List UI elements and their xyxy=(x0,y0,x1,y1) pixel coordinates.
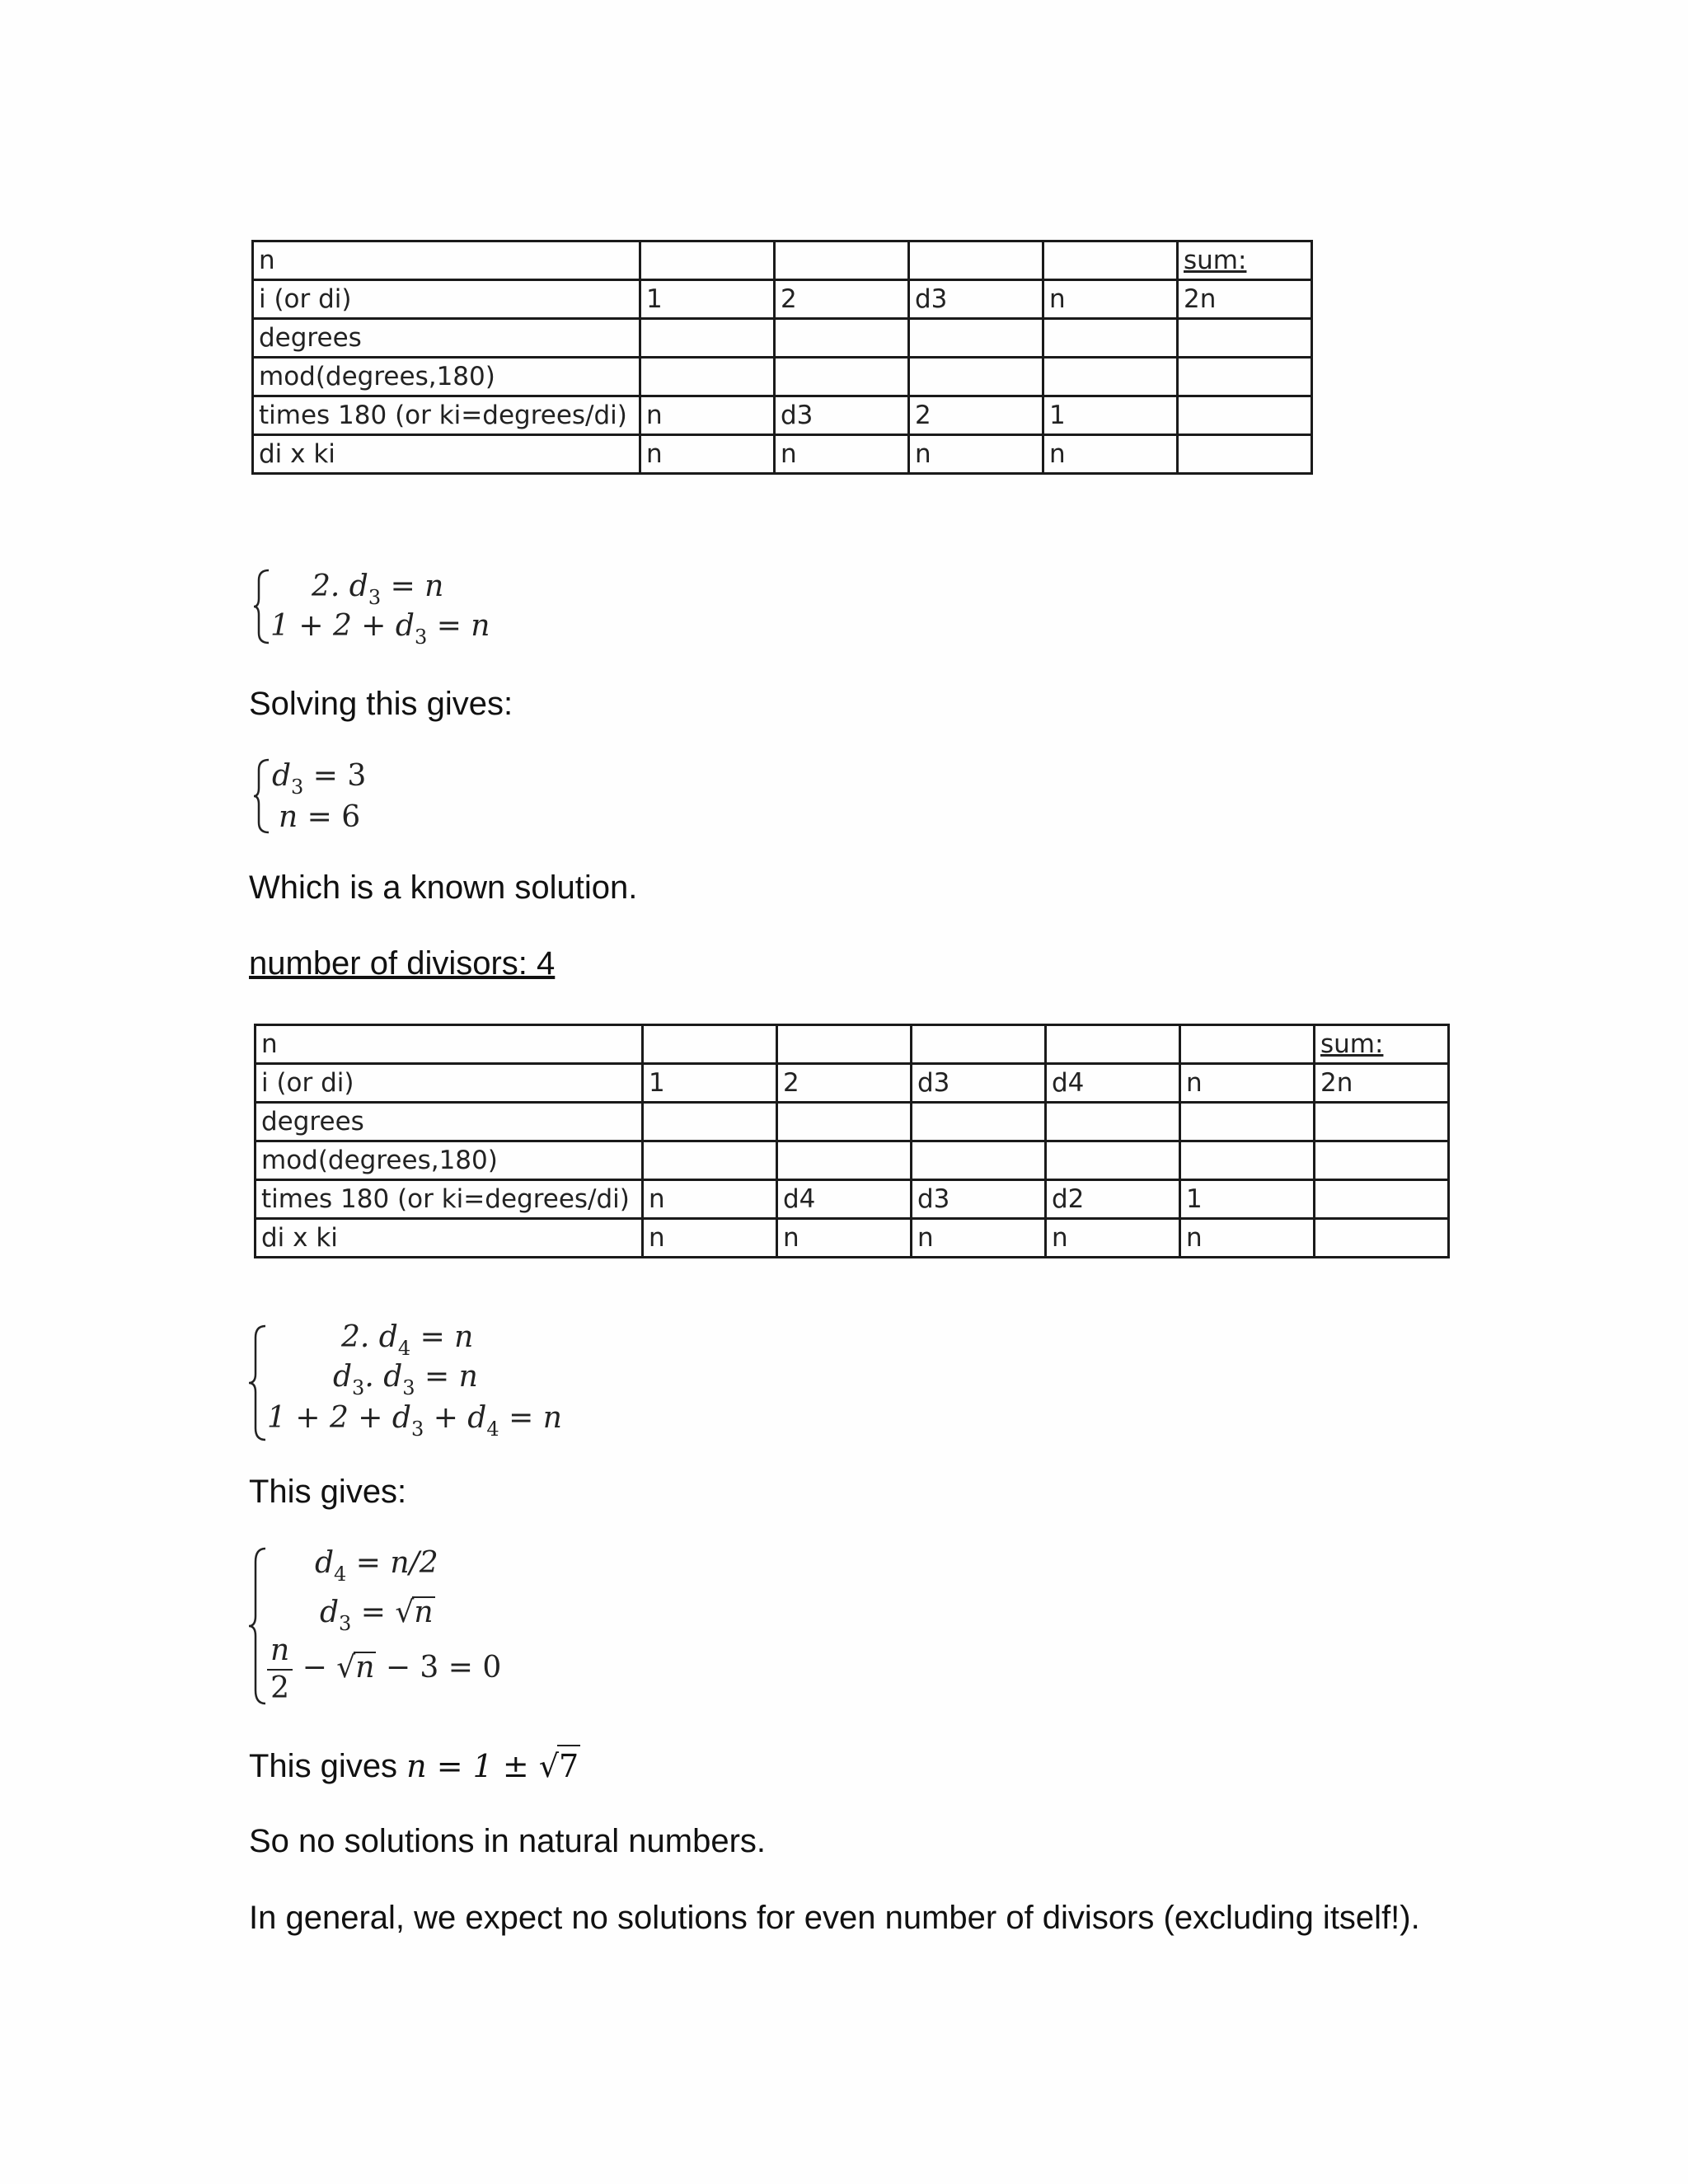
table-row xyxy=(253,280,1312,319)
table-cell: n xyxy=(643,1180,777,1219)
table-cell: n xyxy=(640,435,775,474)
table-cell: 2n xyxy=(1315,1064,1449,1103)
row-label-cell: times 180 (or ki=degrees/di) xyxy=(256,1180,643,1219)
table-cell xyxy=(775,241,909,280)
table-cell xyxy=(777,1103,912,1141)
left-brace-icon xyxy=(252,567,270,646)
table-cell: 2 xyxy=(775,280,909,319)
table-cell: sum: xyxy=(1315,1025,1449,1064)
left-brace-icon xyxy=(247,1323,267,1443)
table-cell xyxy=(1046,1141,1180,1180)
table-cell: n xyxy=(777,1219,912,1258)
system3-row1: $d_4 = n/2$ xyxy=(315,1546,438,1586)
row-label-cell: n xyxy=(253,241,640,280)
table-cell: n xyxy=(1046,1219,1180,1258)
table-cell: d3 xyxy=(912,1180,1046,1219)
table-cell xyxy=(643,1103,777,1141)
section-heading-divisors-4: number of divisors: 4 xyxy=(249,945,556,982)
table-row xyxy=(256,1180,1449,1219)
table-cell: d3 xyxy=(909,280,1043,319)
table-cell xyxy=(775,319,909,358)
table-cell xyxy=(909,319,1043,358)
equation-system-3 xyxy=(247,1545,544,1710)
table-cell xyxy=(640,319,775,358)
text-gives-n: This gives n = 1 ± √7 xyxy=(249,1745,580,1786)
row-label-cell: degrees xyxy=(256,1103,643,1141)
fraction-n-over-2: $\frac{n}{2}$ xyxy=(267,1636,293,1704)
table-cell: d4 xyxy=(1046,1064,1180,1103)
row-label-cell: times 180 (or ki=degrees/di) xyxy=(253,396,640,435)
table-cell xyxy=(1178,319,1312,358)
solution1-row1: $d_3 = 3$ xyxy=(272,759,367,799)
table-cell: 1 xyxy=(643,1064,777,1103)
table-row xyxy=(253,358,1312,396)
equation-system-2 xyxy=(247,1320,577,1446)
row-label-cell: degrees xyxy=(253,319,640,358)
table-cell: n xyxy=(909,435,1043,474)
table-row xyxy=(256,1064,1449,1103)
table-cell xyxy=(1043,358,1178,396)
table-cell xyxy=(1315,1219,1449,1258)
row-label-cell: di x ki xyxy=(253,435,640,474)
table-cell: 1 xyxy=(1043,396,1178,435)
table-cell: n xyxy=(1180,1219,1315,1258)
text-this-gives: This gives: xyxy=(249,1474,407,1510)
table-cell xyxy=(1315,1180,1449,1219)
table-cell xyxy=(909,241,1043,280)
divisor-table-3 xyxy=(251,240,1313,475)
system3-row3: $\frac{n}{2}$ − √n − 3 = 0 xyxy=(267,1636,501,1704)
table-cell xyxy=(912,1103,1046,1141)
table-cell xyxy=(640,358,775,396)
system1-row2: $1 + 2 + d_3 = n$ xyxy=(270,609,490,649)
table-cell xyxy=(912,1141,1046,1180)
row-label-cell: i (or di) xyxy=(256,1064,643,1103)
table-cell: n xyxy=(1043,435,1178,474)
table-cell: 2 xyxy=(777,1064,912,1103)
table-cell xyxy=(1180,1141,1315,1180)
table-cell xyxy=(1043,241,1178,280)
text-solving: Solving this gives: xyxy=(249,686,513,722)
table-cell: n xyxy=(640,396,775,435)
row-label-cell: i (or di) xyxy=(253,280,640,319)
row-label-cell: mod(degrees,180) xyxy=(256,1141,643,1180)
text-no-solutions: So no solutions in natural numbers. xyxy=(249,1823,767,1859)
system3-row2: $d_3 = √n$ xyxy=(320,1596,434,1635)
text-known-solution: Which is a known solution. xyxy=(249,869,638,906)
table-cell: 1 xyxy=(1180,1180,1315,1219)
table-cell xyxy=(1178,358,1312,396)
text-general-conclusion: In general, we expect no solutions for even number of divisors (excluding itself!). xyxy=(249,1900,1420,1936)
table-cell: n xyxy=(912,1219,1046,1258)
divisor-table-4 xyxy=(254,1024,1450,1258)
solution-system-1 xyxy=(252,757,417,839)
table-cell xyxy=(643,1141,777,1180)
table-cell: 2n xyxy=(1178,280,1312,319)
table-cell xyxy=(775,358,909,396)
table-cell: n xyxy=(643,1219,777,1258)
table-row xyxy=(256,1219,1449,1258)
equation-system-1 xyxy=(252,567,516,649)
row-label-cell: n xyxy=(256,1025,643,1064)
table-cell xyxy=(640,241,775,280)
table-cell xyxy=(777,1025,912,1064)
system2-row1: 2. $d_4 = n$ xyxy=(341,1320,474,1360)
table-cell xyxy=(1178,396,1312,435)
table-cell xyxy=(1180,1103,1315,1141)
solution1-row2: n = 6 xyxy=(279,800,361,834)
table-row xyxy=(253,319,1312,358)
table-cell xyxy=(1043,319,1178,358)
system2-row3: $1 + 2 + d_3 + d_4 = n$ xyxy=(267,1401,562,1441)
table-cell: d4 xyxy=(777,1180,912,1219)
table-cell: n xyxy=(1180,1064,1315,1103)
table-cell: d2 xyxy=(1046,1180,1180,1219)
table-cell: sum: xyxy=(1178,241,1312,280)
table-row xyxy=(253,435,1312,474)
table-cell xyxy=(777,1141,912,1180)
table-cell: 1 xyxy=(640,280,775,319)
table-cell: n xyxy=(1043,280,1178,319)
table-cell: d3 xyxy=(912,1064,1046,1103)
table-cell: n xyxy=(775,435,909,474)
table-cell xyxy=(912,1025,1046,1064)
table-row xyxy=(256,1103,1449,1141)
table-cell xyxy=(909,358,1043,396)
left-brace-icon xyxy=(252,757,270,836)
system1-row1: 2. $d_3 = n$ xyxy=(312,569,444,609)
table-cell xyxy=(1046,1103,1180,1141)
table-cell xyxy=(1178,435,1312,474)
table-row xyxy=(253,396,1312,435)
table-cell xyxy=(1180,1025,1315,1064)
table-cell: 2 xyxy=(909,396,1043,435)
table-row xyxy=(256,1025,1449,1064)
table-cell xyxy=(1046,1025,1180,1064)
table-cell xyxy=(1315,1103,1449,1141)
table-row xyxy=(256,1141,1449,1180)
table-row xyxy=(253,241,1312,280)
row-label-cell: mod(degrees,180) xyxy=(253,358,640,396)
table-cell xyxy=(1315,1141,1449,1180)
table-cell: d3 xyxy=(775,396,909,435)
row-label-cell: di x ki xyxy=(256,1219,643,1258)
left-brace-icon xyxy=(247,1545,267,1707)
system2-row2: $d_3$. $d_3 = n$ xyxy=(333,1360,478,1399)
table-cell xyxy=(643,1025,777,1064)
